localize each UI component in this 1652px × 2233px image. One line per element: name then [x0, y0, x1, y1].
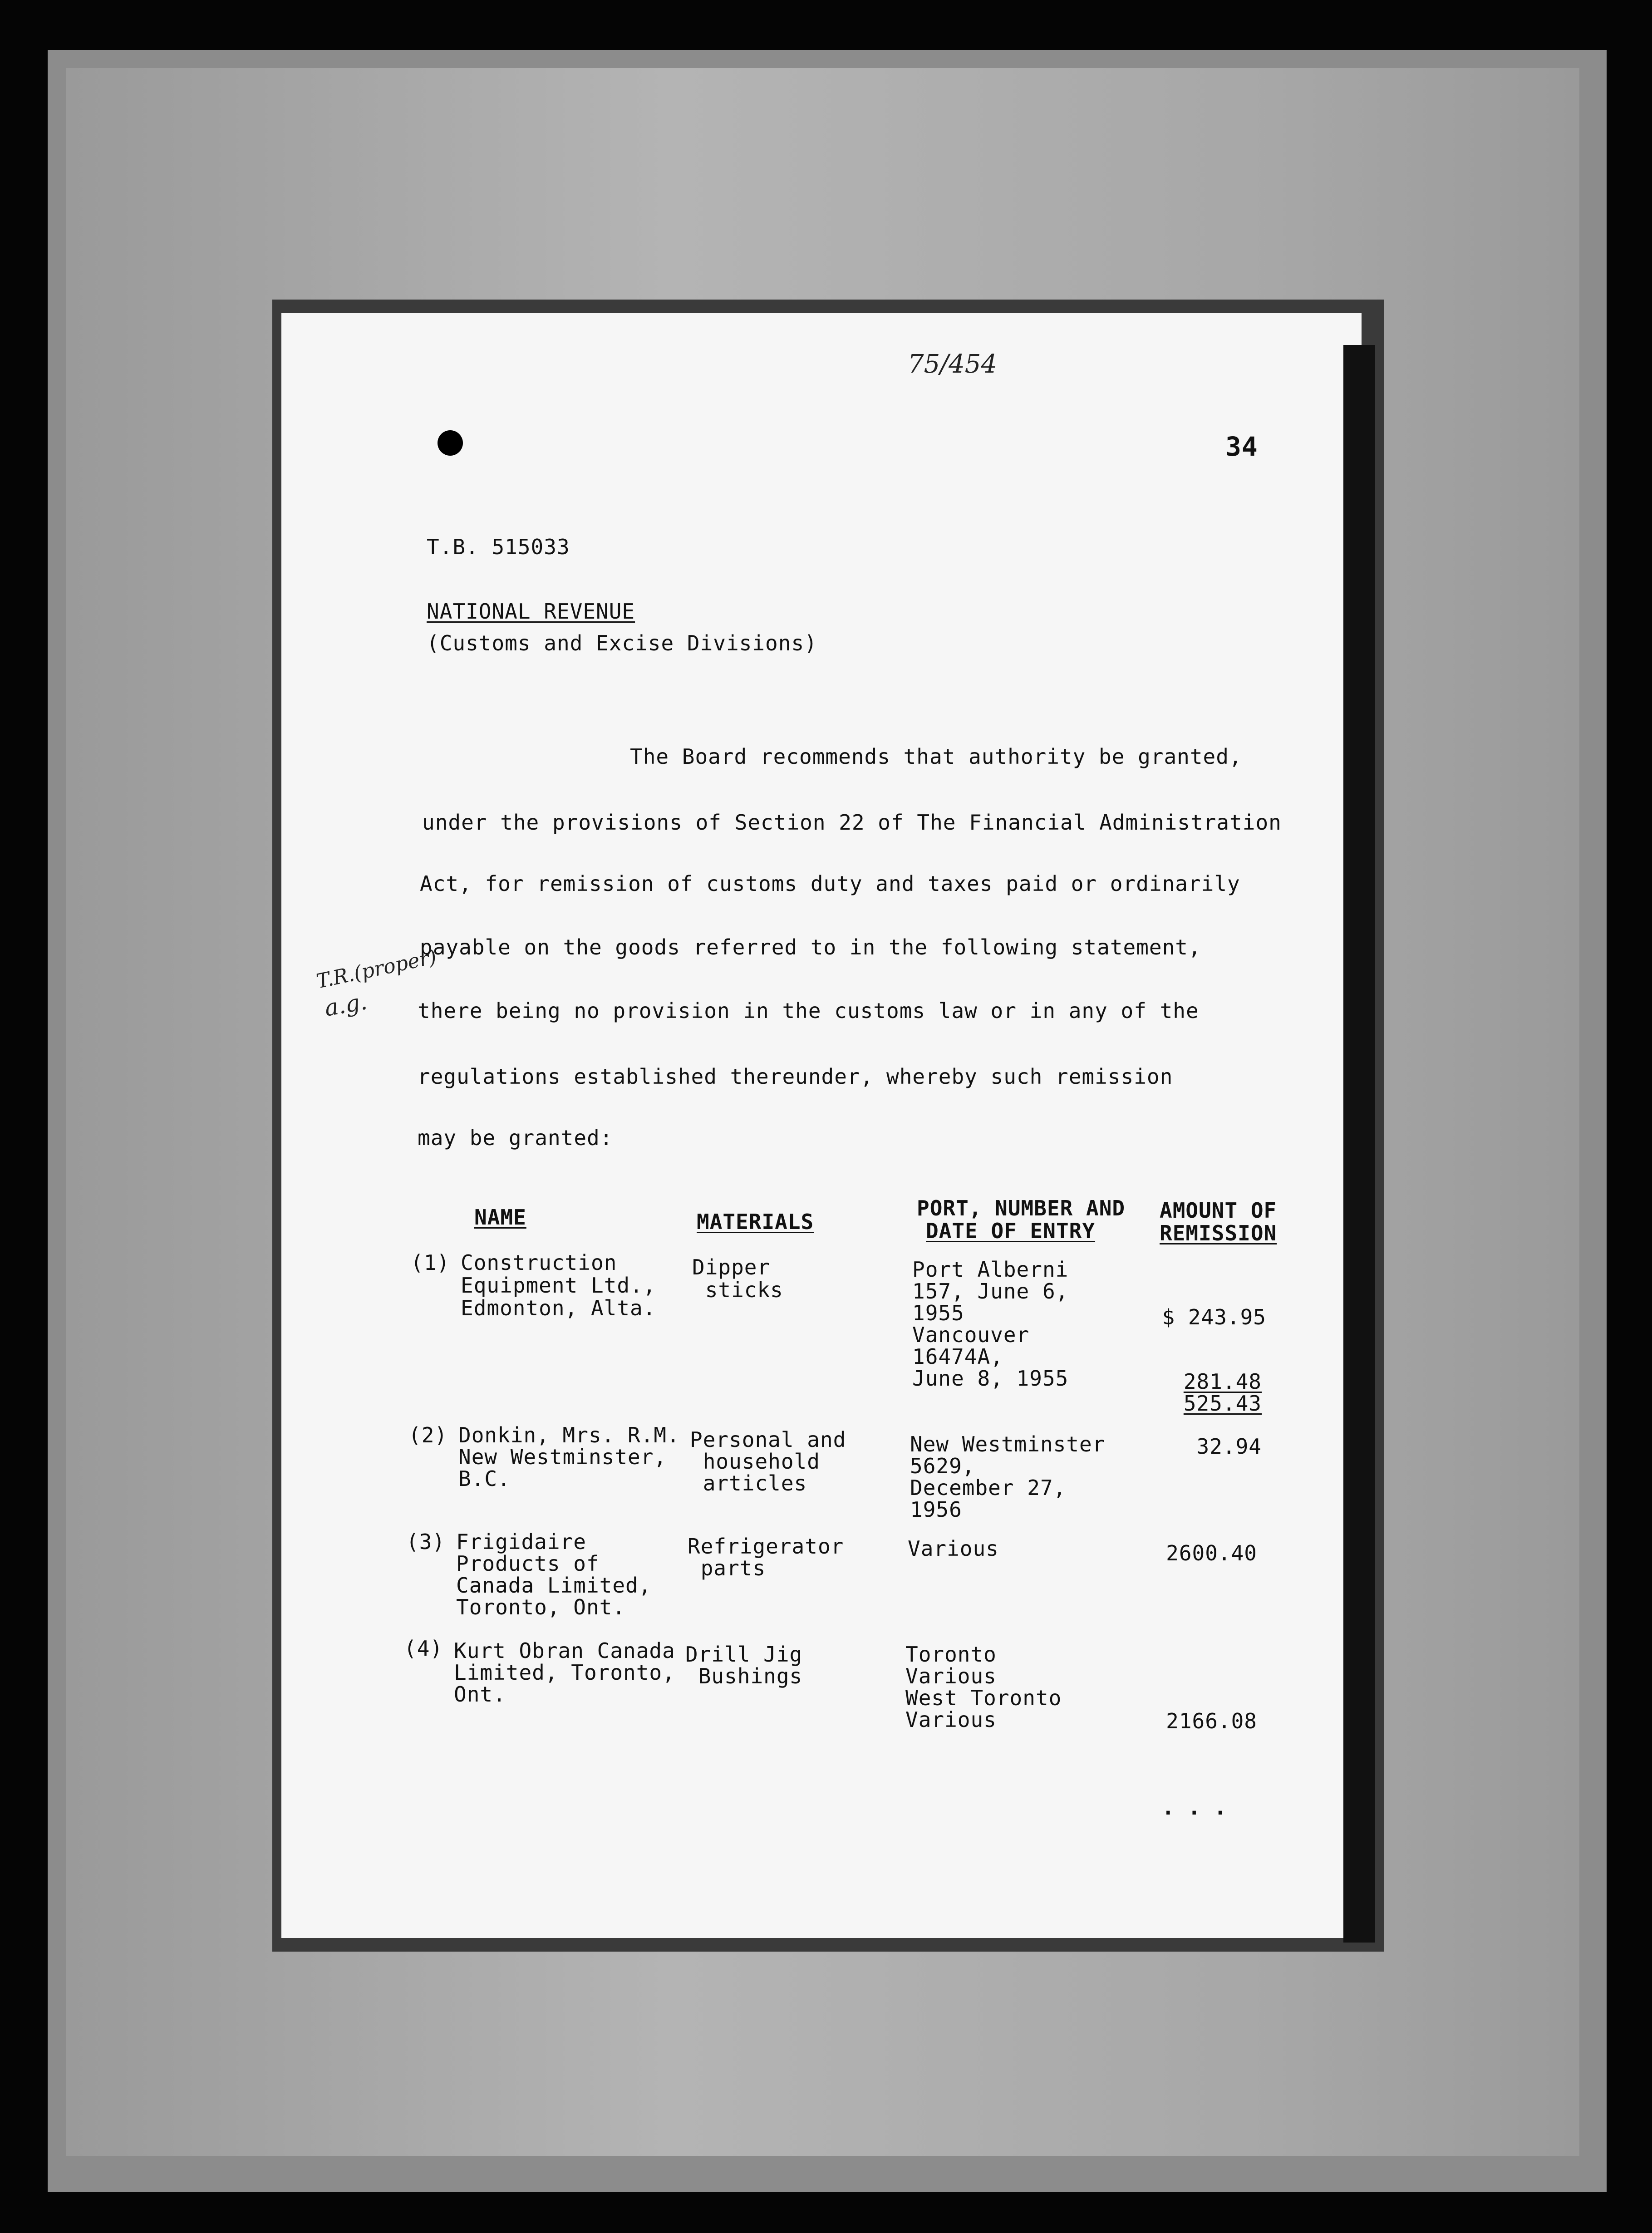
row-port: Toronto	[905, 1642, 997, 1667]
body-line: payable on the goods referred to in the following statement,	[420, 935, 1201, 959]
row-name: Frigidaire	[456, 1530, 586, 1554]
row-amount-total: 525.43	[1183, 1391, 1262, 1416]
header-name: NAME	[474, 1205, 526, 1230]
tb-number: T.B. 515033	[427, 535, 570, 559]
row-name: New Westminster,	[458, 1445, 667, 1469]
row-port: Port Alberni	[912, 1257, 1069, 1282]
row-amount: $ 243.95	[1162, 1305, 1266, 1329]
row-amount: 2600.40	[1166, 1541, 1257, 1565]
header-amount-line1: AMOUNT OF	[1160, 1198, 1277, 1223]
row-amount: 32.94	[1196, 1434, 1262, 1459]
body-line: Act, for remission of customs duty and taxes paid or ordinarily	[420, 871, 1240, 896]
row-port: Various	[908, 1536, 999, 1561]
row-materials: Drill Jig	[685, 1642, 803, 1667]
row-port: West Toronto	[905, 1686, 1062, 1710]
row-port: 157, June 6,	[912, 1279, 1069, 1303]
row-name: Limited, Toronto,	[454, 1660, 675, 1685]
row-materials: Dipper	[692, 1255, 771, 1279]
row-materials: parts	[688, 1556, 766, 1580]
handwritten-reference: 75/454	[908, 349, 998, 379]
margin-note-line: a.g.	[322, 988, 369, 1022]
row-materials: Personal and	[690, 1427, 846, 1452]
row-number: (4)	[404, 1636, 443, 1661]
row-port: Vancouver	[912, 1323, 1030, 1347]
row-name: Equipment Ltd.,	[461, 1273, 656, 1298]
row-name: Construction	[461, 1250, 617, 1275]
department-subtitle: (Customs and Excise Divisions)	[427, 631, 817, 655]
row-materials: sticks	[692, 1278, 783, 1302]
department-title: NATIONAL REVENUE	[427, 599, 635, 624]
row-port: Various	[905, 1707, 997, 1732]
body-line: there being no provision in the customs law or in any of the	[418, 998, 1199, 1023]
row-amount: 2166.08	[1166, 1709, 1257, 1733]
row-number: (1)	[411, 1250, 450, 1275]
row-port: 5629,	[910, 1454, 975, 1478]
body-line: under the provisions of Section 22 of The Financial Administration	[422, 810, 1282, 835]
header-port-line1: PORT, NUMBER AND	[917, 1196, 1126, 1220]
row-port: 1955	[912, 1301, 964, 1325]
row-port: 1956	[910, 1497, 962, 1522]
row-name: Kurt Obran Canada	[454, 1638, 675, 1663]
row-name: Donkin, Mrs. R.M.	[458, 1423, 680, 1447]
page-edge-shadow	[1343, 345, 1375, 1943]
row-port: December 27,	[910, 1476, 1067, 1500]
row-materials: household	[690, 1449, 820, 1474]
row-name: B.C.	[458, 1466, 511, 1491]
row-name: Canada Limited,	[456, 1573, 652, 1598]
page-number: 34	[1225, 431, 1258, 462]
body-line: regulations established thereunder, whereby such remission	[418, 1064, 1173, 1089]
row-port: New Westminster	[910, 1432, 1106, 1456]
body-line: The Board recommends that authority be granted,	[630, 744, 1242, 769]
row-name: Edmonton, Alta.	[461, 1296, 656, 1320]
row-port: June 8, 1955	[912, 1366, 1069, 1391]
header-port-line2: DATE OF ENTRY	[926, 1219, 1096, 1243]
row-port: 16474A,	[912, 1344, 1003, 1369]
row-port: Various	[905, 1664, 997, 1688]
row-materials: Bushings	[685, 1664, 803, 1688]
row-name: Ont.	[454, 1682, 506, 1707]
row-amount: 281.48	[1183, 1369, 1262, 1394]
body-line: may be granted:	[418, 1126, 613, 1150]
row-materials: articles	[690, 1471, 807, 1495]
row-number: (3)	[406, 1530, 446, 1554]
margin-note-line: T.R.(proper)	[314, 945, 439, 994]
header-materials: MATERIALS	[697, 1210, 814, 1234]
punch-hole	[438, 430, 463, 456]
row-number: (2)	[408, 1423, 448, 1447]
header-amount-line2: REMISSION	[1160, 1221, 1277, 1245]
row-materials: Refrigerator	[688, 1534, 844, 1559]
continuation-marker: . . .	[1162, 1795, 1227, 1820]
row-name: Products of	[456, 1551, 600, 1576]
row-name: Toronto, Ont.	[456, 1595, 626, 1619]
